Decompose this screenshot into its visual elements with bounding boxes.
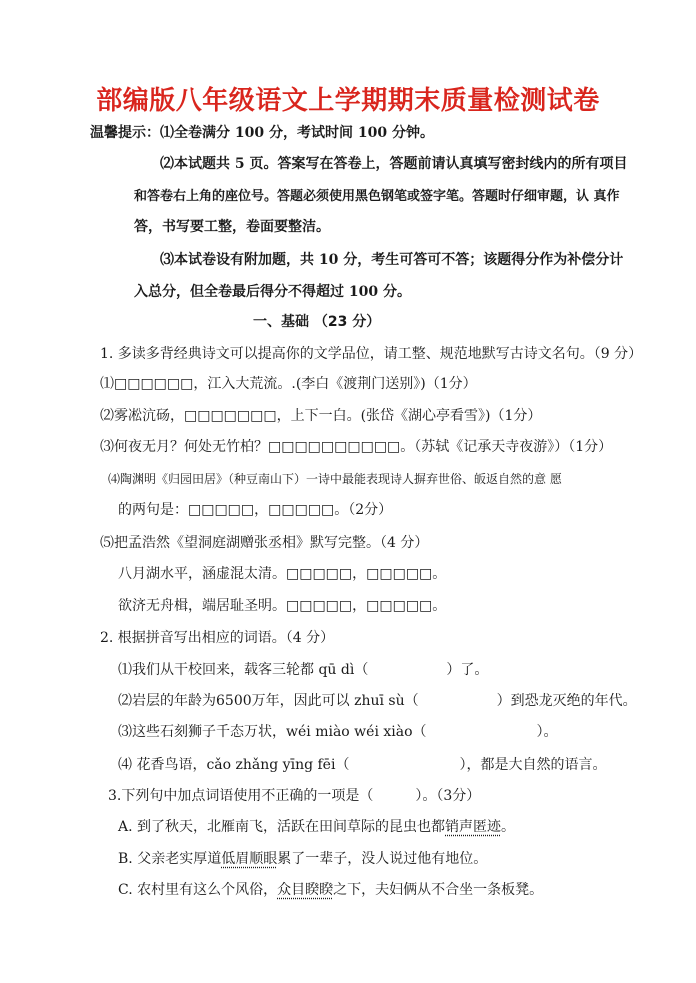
q3-stem (108, 786, 480, 806)
q2-item-2-pre: ⑵岩层的年龄为6500万年，因此可以 zhuī sù（ (118, 693, 419, 709)
q2-item-3-pre: ⑶这些石刻狮子千态万状，wéi miào wéi xiào（ (118, 724, 427, 740)
q1-item-5-line-a: 八月湖水平，涵虚混太清。□□□□□，□□□□□。 (118, 566, 447, 582)
q2-item-4-pre: ⑷ 花香鸟语，cǎo zhǎng yīng fēi（ (118, 757, 350, 773)
q3-option-c-post: 之下，夫妇俩从不合坐一条板凳。 (333, 882, 544, 898)
q1-item-3: ⑶何夜无月？何处无竹柏？□□□□□□□□□□。（苏轼《记承天寺夜游》）（1分） (100, 439, 613, 455)
tips-line-1 (90, 123, 434, 143)
q1-item-4-line-2: 的两句是：□□□□□，□□□□□。（2分） (118, 502, 393, 518)
q1-item-4-line-1: ⑷陶渊明《归园田居》（种豆南山下）一诗中最能表现诗人摒弃世俗、皈返自然的意 愿 (108, 472, 562, 486)
tips-item-3-line-1: ⑶本试卷设有附加题，共 10 分，考生可答可不答；该题得分作为补偿分计 (160, 252, 624, 268)
q2-item-4 (118, 755, 606, 775)
q1-item-5-line-b: 欲济无舟楫，端居耻圣明。□□□□□，□□□□□。 (118, 598, 447, 614)
q3-option-b (118, 849, 487, 869)
q3-option-a-post: 。 (501, 819, 516, 835)
q1-item-5: ⑸把孟浩然《望洞庭湖赠张丞相》默写完整。（4 分） (100, 535, 429, 551)
q3-stem-pre: 3.下列句中加点词语使用不正确的一项是（ (108, 788, 374, 804)
q2-item-1-pre: ⑴我们从干校回来，载客三轮都 qū dì（ (118, 662, 369, 678)
q3-option-a (118, 817, 515, 837)
q1-item-1: ⑴□□□□□□，江入大荒流。.(李白《渡荆门送别》)（1分） (100, 376, 477, 392)
q1-stem: 1. 多读多背经典诗文可以提高你的文学品位，请工整、规范地默写古诗文名句。（9 分） (100, 346, 643, 362)
tips-item-1: ⑴全卷满分 100 分，考试时间 100 分钟。 (160, 125, 434, 141)
tips-label: 温馨提示： (90, 125, 160, 141)
q3-option-b-pre: B. 父亲老实厚道 (118, 851, 222, 867)
q3-option-b-dotted: 低眉顺眼 (221, 851, 278, 867)
q1-item-2: ⑵雾凇沆砀，□□□□□□□，上下一白。(张岱《湖心亭看雪》)（1分） (100, 408, 542, 424)
q3-stem-post: ）。（3分） (415, 788, 481, 804)
q2-item-2 (118, 691, 637, 711)
exam-title: 部编版八年级语文上学期期末质量检测试卷 (96, 86, 600, 116)
section-1-heading: 一、基础 （23 分） (253, 314, 381, 330)
q2-item-1 (118, 660, 488, 680)
q2-item-4-post: ），都是大自然的语言。 (459, 757, 607, 773)
q2-item-3-post: ）。 (536, 724, 558, 740)
q3-option-a-dotted: 销声匿迹 (445, 819, 502, 835)
q3-option-c (118, 880, 543, 900)
q3-option-b-post: 累了一辈子，没人说过他有地位。 (277, 851, 488, 867)
q2-item-3 (118, 722, 558, 742)
q3-option-c-dotted: 众目睽睽 (277, 882, 334, 898)
tips-item-2-line-2: 和答卷右上角的座位号。答题必须使用黑色钢笔或签字笔。答题时仔细审题，认 真作 (134, 189, 620, 204)
q2-item-1-post: ）了。 (446, 662, 489, 678)
tips-item-2-line-3: 答，书写要工整，卷面要整洁。 (134, 219, 330, 235)
q2-item-2-post: ）到恐龙灭绝的年代。 (496, 693, 637, 709)
tips-item-2-line-1: ⑵本试题共 5 页。答案写在答卷上，答题前请认真填写密封线内的所有项目 (160, 156, 628, 172)
q3-option-a-pre: A. 到了秋天，北雁南飞，活跃在田间草际的昆虫也都 (118, 819, 446, 835)
tips-item-3-line-2: 入总分，但全卷最后得分不得超过 100 分。 (134, 284, 411, 300)
q2-stem: 2. 根据拼音写出相应的词语。（4 分） (100, 630, 335, 646)
q3-option-c-pre: C. 农村里有这么个风俗， (118, 882, 278, 898)
